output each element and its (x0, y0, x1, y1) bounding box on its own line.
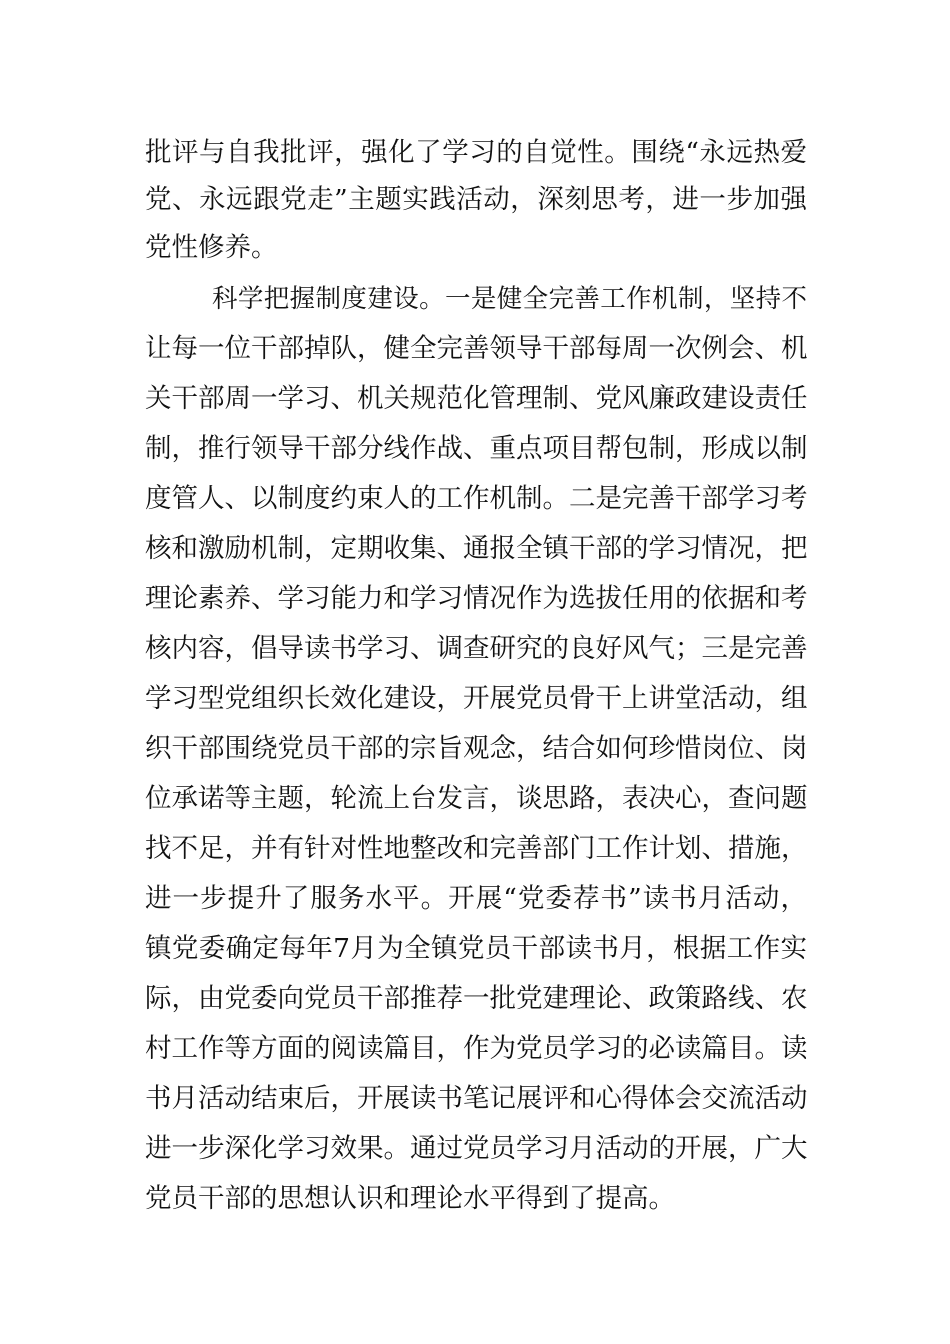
text-line: 际，由党委向党员干部推荐一批党建理论、政策路线、农 (145, 983, 808, 1014)
text-line: 进一步提升了服务水平。开展“党委荐书”读书月活动， (145, 883, 807, 914)
text-line: 关干部周一学习、机关规范化管理制、党风廉政建设责任 (145, 383, 808, 414)
text-line: 理论素养、学习能力和学习情况作为选拔任用的依据和考 (145, 583, 808, 614)
text-line: 镇党委确定每年7月为全镇党员干部读书月，根据工作实 (145, 933, 807, 964)
text-line: 度管人、以制度约束人的工作机制。二是完善干部学习考 (145, 483, 808, 514)
text-line: 学习型党组织长效化建设，开展党员骨干上讲堂活动，组 (145, 683, 808, 714)
text-line: 制，推行领导干部分线作战、重点项目帮包制，形成以制 (145, 433, 808, 464)
text-line: 书月活动结束后，开展读书笔记展评和心得体会交流活动 (145, 1083, 808, 1114)
text-line: 进一步深化学习效果。通过党员学习月活动的开展，广大 (145, 1133, 808, 1164)
text-line: 科学把握制度建设。一是健全完善工作机制，坚持不 (212, 284, 807, 314)
text-line: 织干部围绕党员干部的宗旨观念，结合如何珍惜岗位、岗 (145, 733, 808, 764)
text-line: 找不足，并有针对性地整改和完善部门工作计划、措施， (145, 833, 808, 864)
text-line: 批评与自我批评，强化了学习的自觉性。围绕“永远热爱 (145, 137, 807, 168)
text-line: 让每一位干部掉队，健全完善领导干部每周一次例会、机 (145, 333, 808, 364)
text-line: 核内容，倡导读书学习、调查研究的良好风气；三是完善 (145, 633, 808, 664)
text-line: 党员干部的思想认识和理论水平得到了提高。 (145, 1183, 675, 1214)
text-line: 党、永远跟党走”主题实践活动，深刻思考，进一步加强 (145, 184, 807, 215)
text-line: 位承诺等主题，轮流上台发言，谈思路，表决心，查问题 (145, 783, 808, 814)
text-line: 党性修养。 (145, 232, 278, 263)
text-line: 核和激励机制，定期收集、通报全镇干部的学习情况，把 (145, 533, 808, 564)
text-line: 村工作等方面的阅读篇目，作为党员学习的必读篇目。读 (145, 1033, 808, 1064)
